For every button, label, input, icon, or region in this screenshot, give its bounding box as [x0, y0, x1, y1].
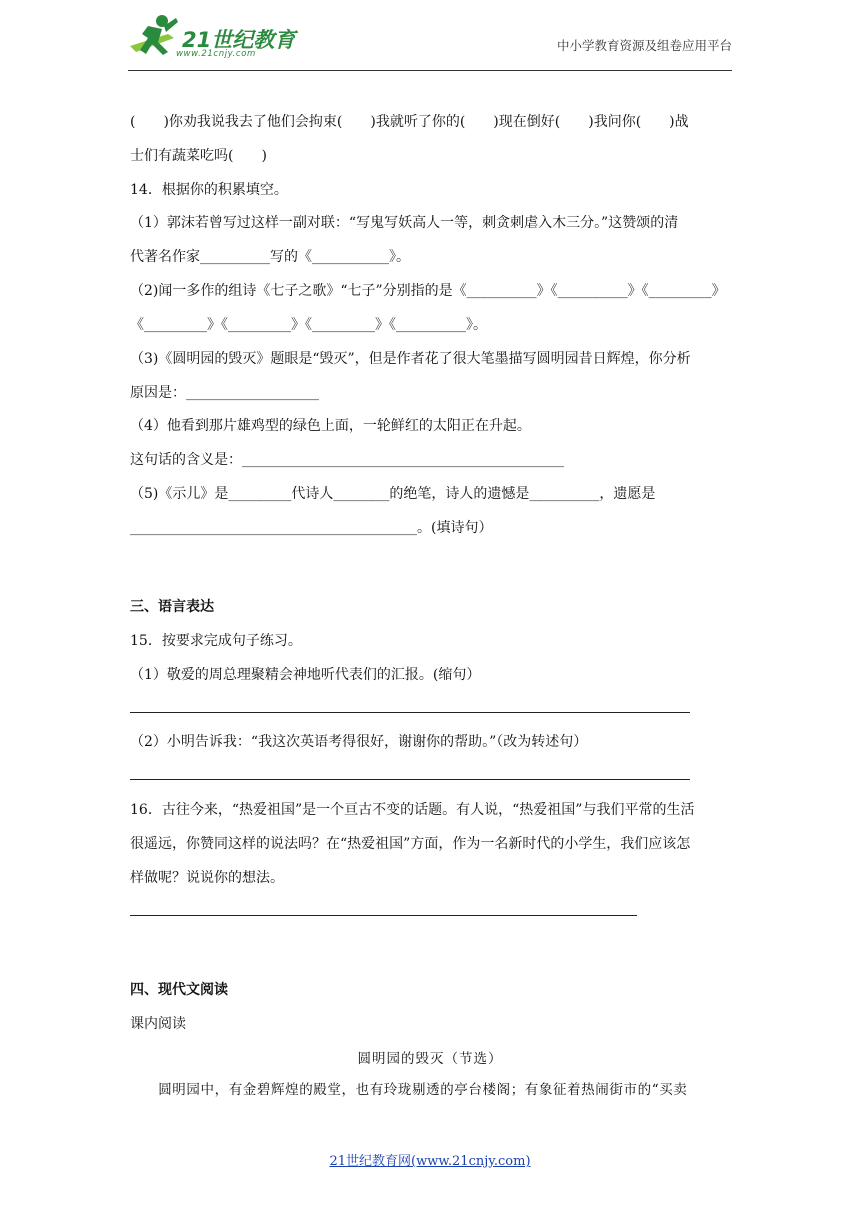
- page-header: [128, 10, 732, 71]
- text-line: 样做呢？说说你的想法。: [130, 870, 284, 886]
- footer-link[interactable]: 21世纪教育网(www.21cnjy.com): [329, 1154, 531, 1169]
- text-line: 原因是：___________________: [130, 385, 319, 401]
- logo-text: 21世纪教育: [182, 28, 296, 52]
- text-line: （4）他看到那片雄鸡型的绿色上面，一轮鲜红的太阳正在升起。: [130, 418, 531, 434]
- section-heading-3: 三、语言表达: [130, 599, 214, 615]
- logo-url: www.21cnjy.com: [176, 49, 256, 59]
- answer-line[interactable]: [130, 915, 637, 916]
- text-line: ( )你劝我说我去了他们会拘束( )我就听了你的( )现在倒好( )我问你( )战: [130, 114, 689, 130]
- text-line: （3)《圆明园的毁灭》题眼是“毁灭”，但是作者花了很大笔墨描写圆明园昔日辉煌，你分析: [130, 351, 691, 367]
- text-line: （1）敬爱的周总理聚精会神地听代表们的汇报。(缩句）: [130, 667, 481, 683]
- text-line: 代著名作家__________写的《___________》。: [130, 249, 410, 265]
- answer-line[interactable]: [130, 779, 690, 780]
- passage-title: 圆明园的毁灭（节选）: [357, 1051, 503, 1067]
- reading-label: 课内阅读: [130, 1016, 186, 1032]
- section-heading-4: 四、现代文阅读: [130, 982, 228, 998]
- text-line: （1）郭沫若曾写过这样一副对联：“写鬼写妖高人一等，刺贪刺虐入木三分。”这赞颂的清: [130, 215, 679, 231]
- runner-icon: [128, 12, 182, 62]
- text-line: _________________________________________。(填诗句）: [130, 520, 493, 536]
- text-line: （5)《示儿》是_________代诗人________的绝笔，诗人的遗憾是__________，遗愿是: [130, 486, 656, 502]
- text-line: 士们有蔬菜吃吗( ): [130, 148, 267, 164]
- text-line: 这句话的含义是：______________________________________________: [130, 452, 564, 468]
- question-14: 14．根据你的积累填空。: [130, 182, 288, 198]
- logo: [128, 12, 298, 64]
- passage-text: 圆明园中，有金碧辉煌的殿堂，也有玲珑剔透的亭台楼阁；有象征着热闹街市的“买卖: [130, 1082, 688, 1098]
- platform-title: 中小学教育资源及组卷应用平台: [556, 38, 732, 53]
- text-line: （2）小明告诉我：“我这次英语考得很好，谢谢你的帮助。”（改为转述句）: [130, 734, 588, 750]
- text-line: （2)闻一多作的组诗《七子之歌》“七子”分别指的是《__________》《__________》《_________》: [130, 283, 726, 299]
- answer-line[interactable]: [130, 712, 690, 713]
- text-line: 《_________》《_________》《_________》《__________》。: [130, 317, 487, 333]
- text-line: 很遥远，你赞同这样的说法吗？在“热爱祖国”方面，作为一名新时代的小学生，我们应该怎: [130, 836, 691, 852]
- question-16: 16．古往今来，“热爱祖国”是一个亘古不变的话题。有人说，“热爱祖国”与我们平常的生活: [130, 802, 695, 818]
- question-15: 15．按要求完成句子练习。: [130, 633, 302, 649]
